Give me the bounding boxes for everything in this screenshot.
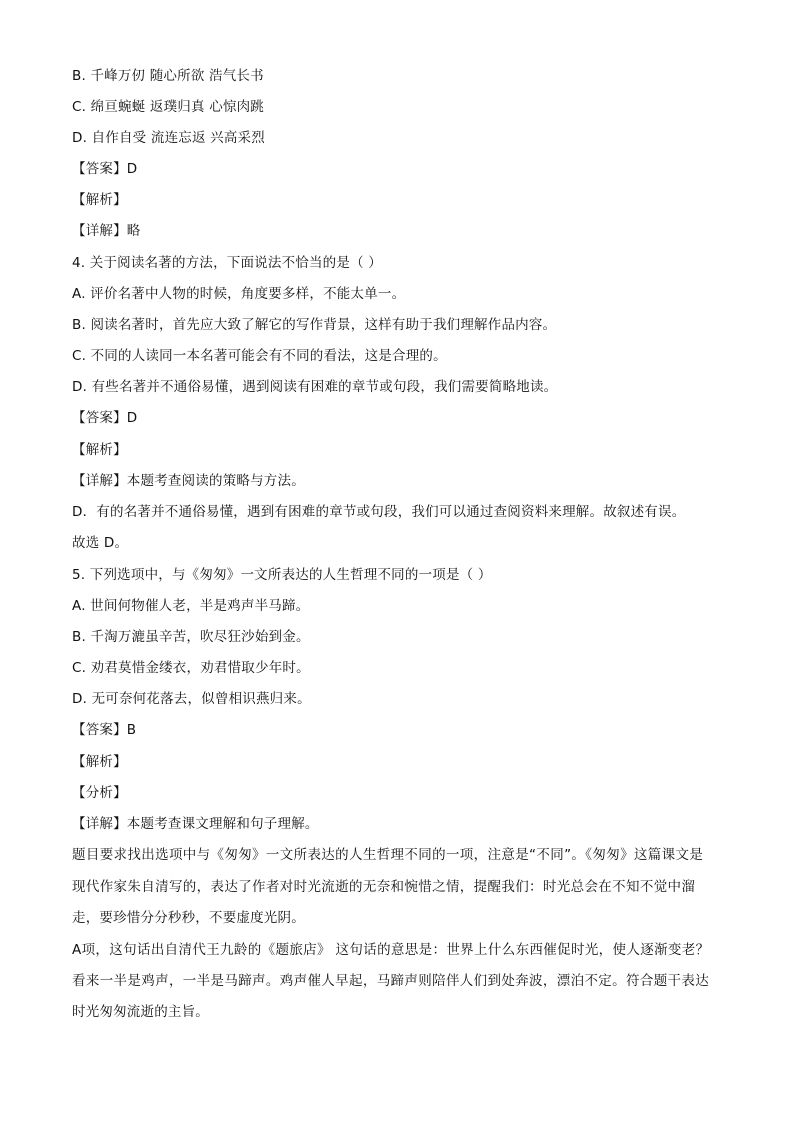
explanation-line: D．有的名著并不通俗易懂，遇到有困难的章节或句段，我们可以通过查阅资料来理解。故叙述有误。 xyxy=(72,504,686,520)
analysis-section-label: 【分析】 xyxy=(72,785,127,801)
q4-option-b: B. 阅读名著时，首先应大致了解它的写作背景，这样有助于我们理解作品内容。 xyxy=(72,317,557,333)
option-c-line: C. 绵亘蜿蜒 返璞归真 心惊肉跳 xyxy=(72,99,264,115)
explanation-line: 看来一半是鸡声，一半是马蹄声。鸡声催人早起，马蹄声则陪伴人们到处奔波，漂泊不定。符合题干表达 xyxy=(72,973,710,989)
q4-option-c: C. 不同的人读同一本名著可能会有不同的看法，这是合理的。 xyxy=(72,348,447,364)
question-4: 4. 关于阅读名著的方法，下面说法不恰当的是（ ） xyxy=(72,255,382,271)
explanation-line: 故选 D。 xyxy=(72,535,129,551)
explanation-line: A项，这句话出自清代王九龄的《题旅店》 这句话的意思是：世界上什么东西催促时光，使人逐渐变老？ xyxy=(72,942,710,958)
analysis-label: 【解析】 xyxy=(72,442,127,458)
detail-label: 【详解】本题考查课文理解和句子理解。 xyxy=(72,816,319,832)
q4-option-d: D. 有些名著并不通俗易懂，遇到阅读有困难的章节或句段，我们需要简略地读。 xyxy=(72,379,558,395)
explanation-line: 时光匆匆流逝的主旨。 xyxy=(72,1004,209,1020)
option-d-line: D. 自作自受 流连忘返 兴高采烈 xyxy=(72,130,265,146)
analysis-label: 【解析】 xyxy=(72,192,127,208)
q5-option-b: B. 千淘万漉虽辛苦，吹尽狂沙始到金。 xyxy=(72,629,310,645)
explanation-line: 现代作家朱自清写的，表达了作者对时光流逝的无奈和惋惜之情，提醒我们：时光总会在不知不觉中溜 xyxy=(72,879,696,895)
answer-label: 【答案】B xyxy=(72,722,137,738)
q5-option-c: C. 劝君莫惜金缕衣，劝君惜取少年时。 xyxy=(72,660,310,676)
q5-option-d: D. 无可奈何花落去，似曾相识燕归来。 xyxy=(72,691,311,707)
explanation-line: 走，要珍惜分分秒秒，不要虚度光阴。 xyxy=(72,910,305,926)
q5-option-a: A. 世间何物催人老，半是鸡声半马蹄。 xyxy=(72,598,310,614)
explanation-line: 题目要求找出选项中与《匆匆》一文所表达的人生哲理不同的一项，注意是“不同”。《匆匆》这篇课文是 xyxy=(72,847,704,863)
question-5: 5. 下列选项中，与《匆匆》一文所表达的人生哲理不同的一项是（ ） xyxy=(72,567,492,583)
option-b-line: B. 千峰万仞 随心所欲 浩气长书 xyxy=(72,68,264,84)
detail-label: 【详解】本题考查阅读的策略与方法。 xyxy=(72,473,305,489)
answer-label: 【答案】D xyxy=(72,161,138,177)
detail-label: 【详解】略 xyxy=(72,223,141,239)
q4-option-a: A. 评价名著中人物的时候，角度要多样，不能太单一。 xyxy=(72,286,406,302)
analysis-label: 【解析】 xyxy=(72,754,127,770)
answer-label: 【答案】D xyxy=(72,410,138,426)
